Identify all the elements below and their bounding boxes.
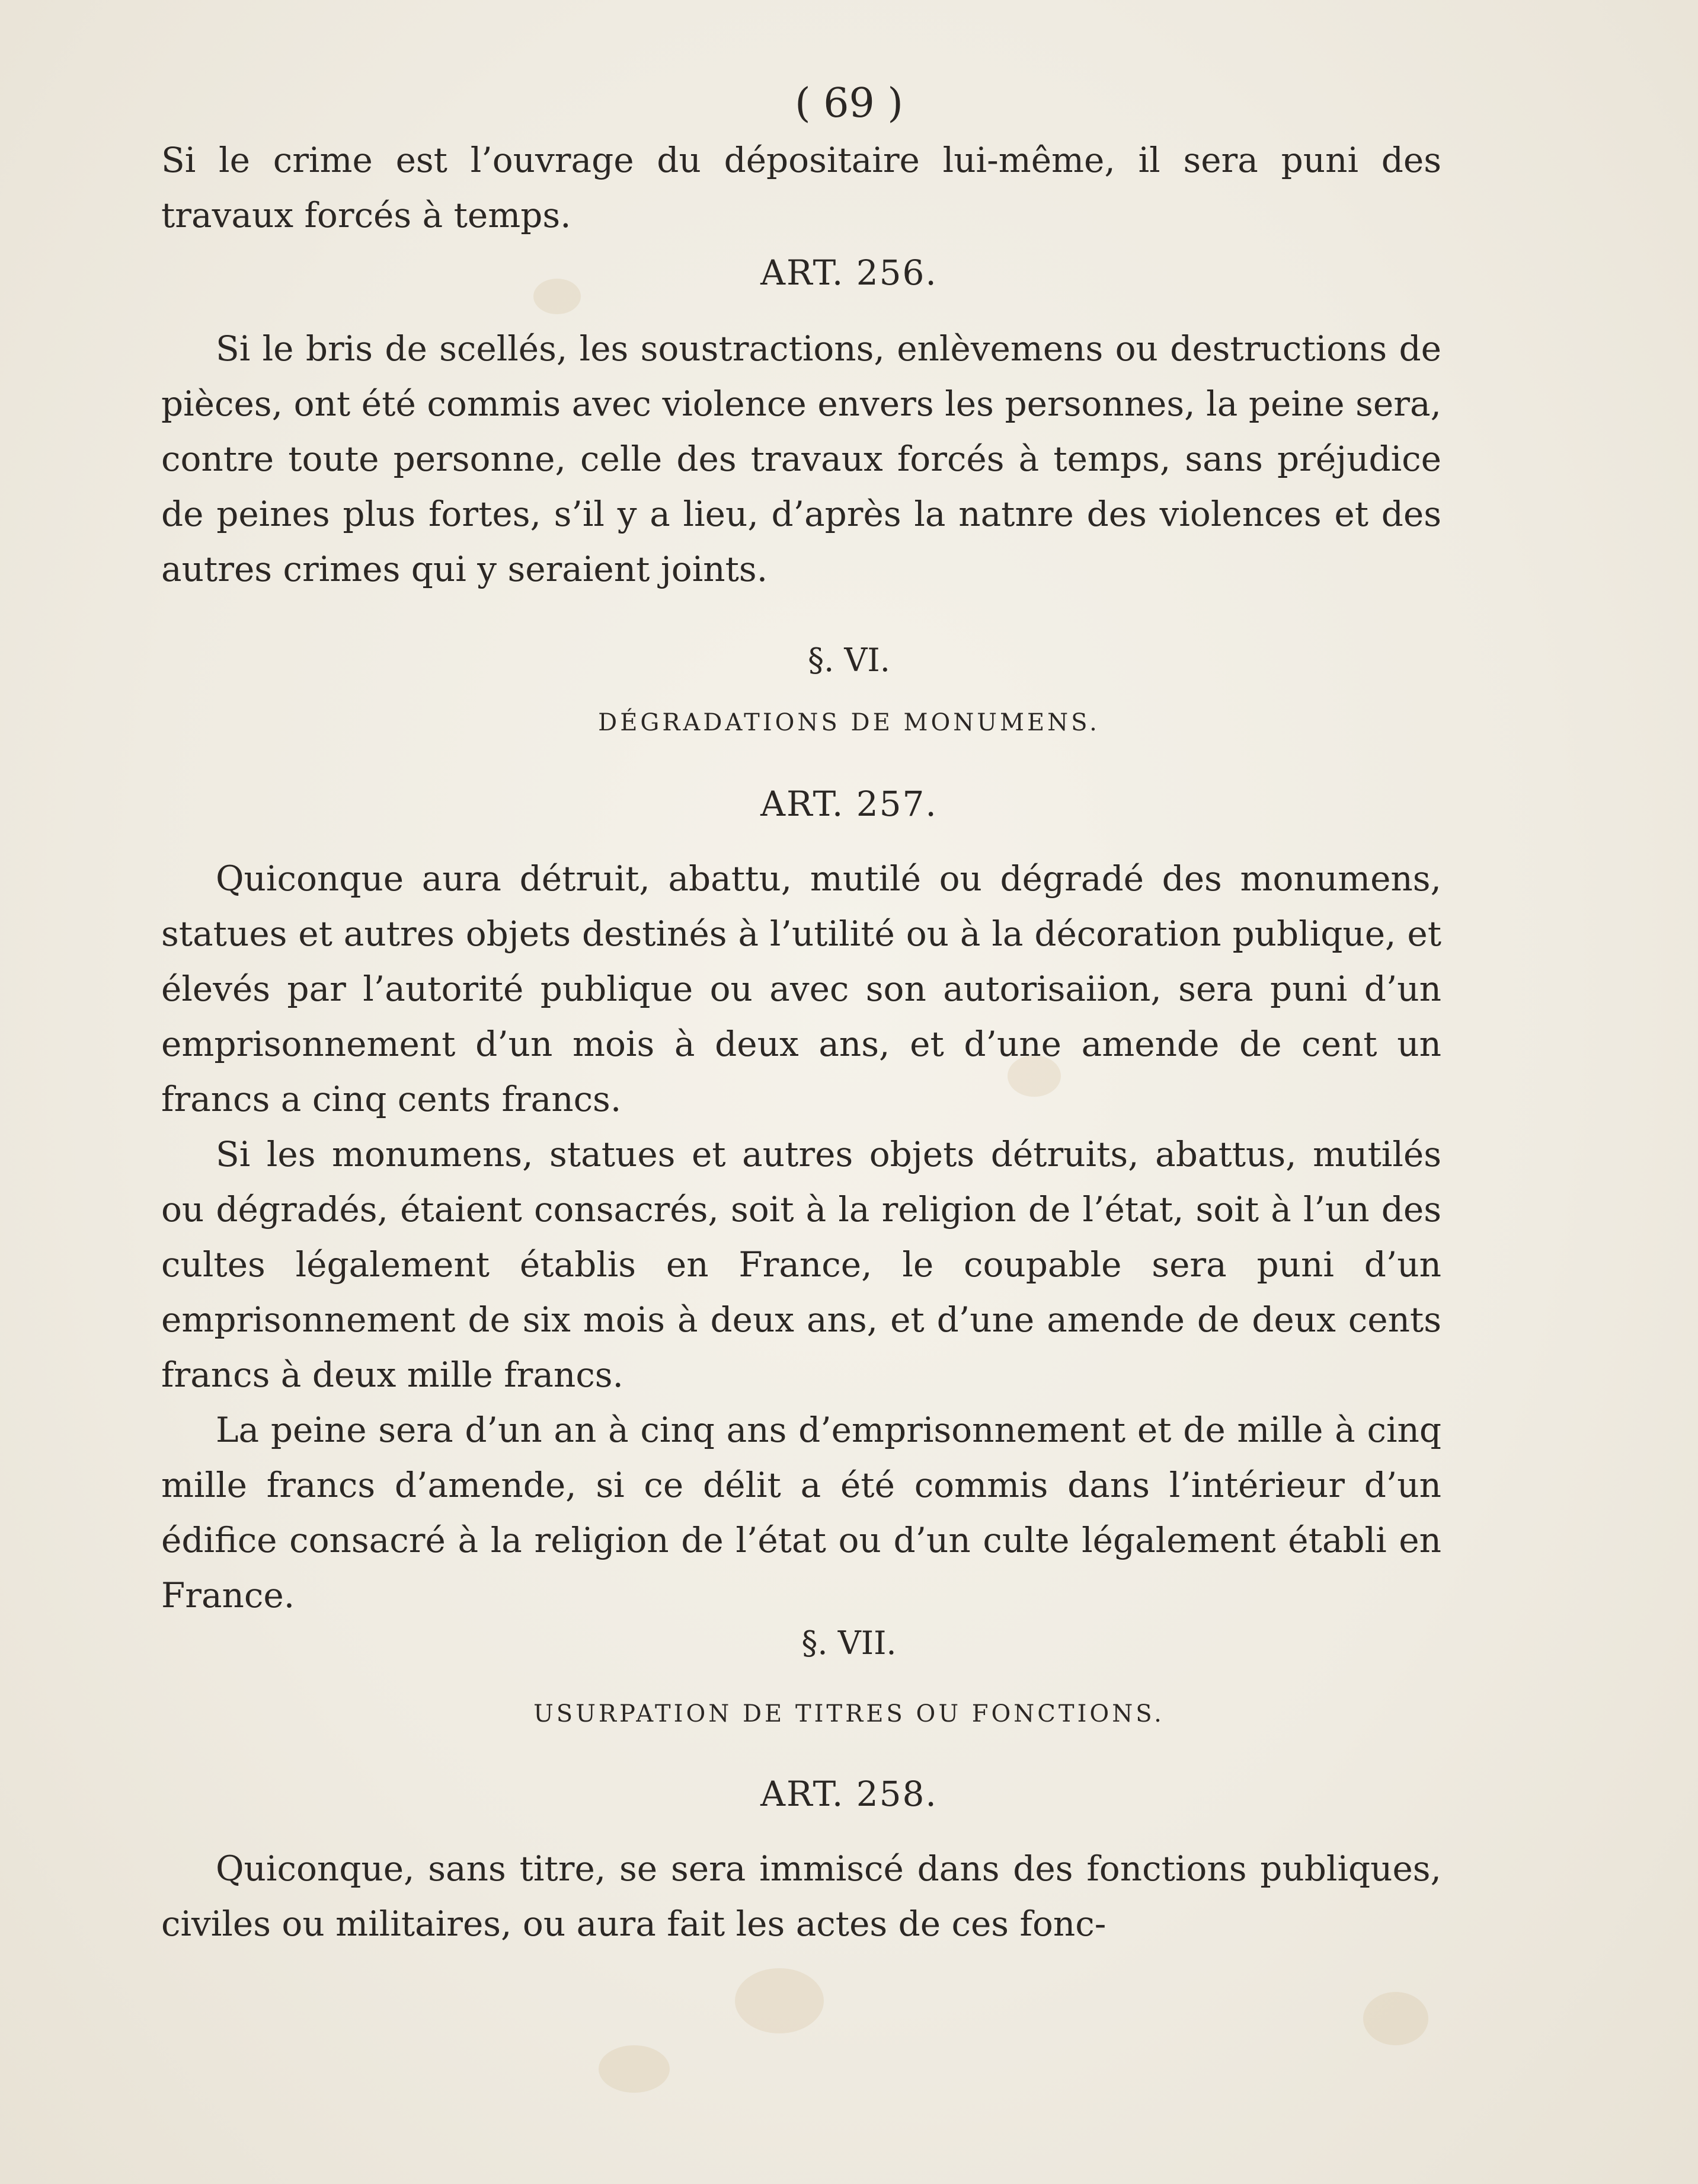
section-6-number: §. VI. [808, 641, 890, 679]
article-258-title: ART. 258. [760, 1774, 938, 1814]
article-257-title: ART. 257. [760, 784, 938, 824]
page-number: ( 69 ) [795, 80, 903, 127]
paper-stain [599, 2045, 670, 2093]
article-256-title: ART. 256. [760, 253, 938, 293]
article-257-block [161, 851, 1441, 1623]
paper-stain [1363, 1992, 1428, 2045]
section-7-number: §. VII. [801, 1624, 897, 1662]
article-257-paragraph-3: La peine sera d’un an à cinq ans d’emprisonnement et de mille à cinq mille francs d’amende, si ce délit a été commis dans l’intérieur d’un édifice consacré à la religion de l’état ou d’un culte légalement établi en France. [161, 1410, 1441, 1615]
section-6-heading: DÉGRADATIONS DE MONUMENS. [598, 709, 1100, 736]
intro-paragraph: Si le crime est l’ouvrage du dépositaire lui-même, il sera puni des travaux forcés à temps. [161, 140, 1441, 235]
article-256-block [161, 321, 1441, 597]
article-258-paragraph: Quiconque, sans titre, se sera immiscé dans des fonctions publiques, civiles ou militaires, ou aura fait les actes de ces fonc- [161, 1848, 1441, 1944]
paper-stain [735, 1968, 824, 2033]
intro-block [161, 133, 1441, 243]
article-257-paragraph-1: Quiconque aura détruit, abattu, mutilé ou dégradé des monumens, statues et autres objets destinés à l’utilité ou à la décoration publique, et élevés par l’autorité publique ou avec son autorisaiion, sera puni d’un emprisonnement d’un mois à deux ans, et d’une amende de cent un francs a cinq cents francs. [161, 858, 1441, 1119]
article-256-paragraph: Si le bris de scellés, les soustractions, enlèvemens ou destructions de pièces, ont été commis avec violence envers les personnes, la peine sera, contre toute personne, celle des travaux forcés à temps, sans préjudice de peines plus fortes, s’il y a lieu, d’après la natnre des violences et des autres crimes qui y seraient joints. [161, 328, 1441, 589]
section-7-heading: USURPATION DE TITRES OU FONCTIONS. [533, 1700, 1165, 1728]
article-257-paragraph-2: Si les monumens, statues et autres objets détruits, abattus, mutilés ou dégradés, étaient consacrés, soit à la religion de l’état, soit à l’un des cultes légalement établis en France, le coupable sera puni d’un emprisonnement de six mois à deux ans, et d’une amende de deux cents francs à deux mille francs. [161, 1134, 1441, 1395]
article-258-block [161, 1841, 1441, 1952]
